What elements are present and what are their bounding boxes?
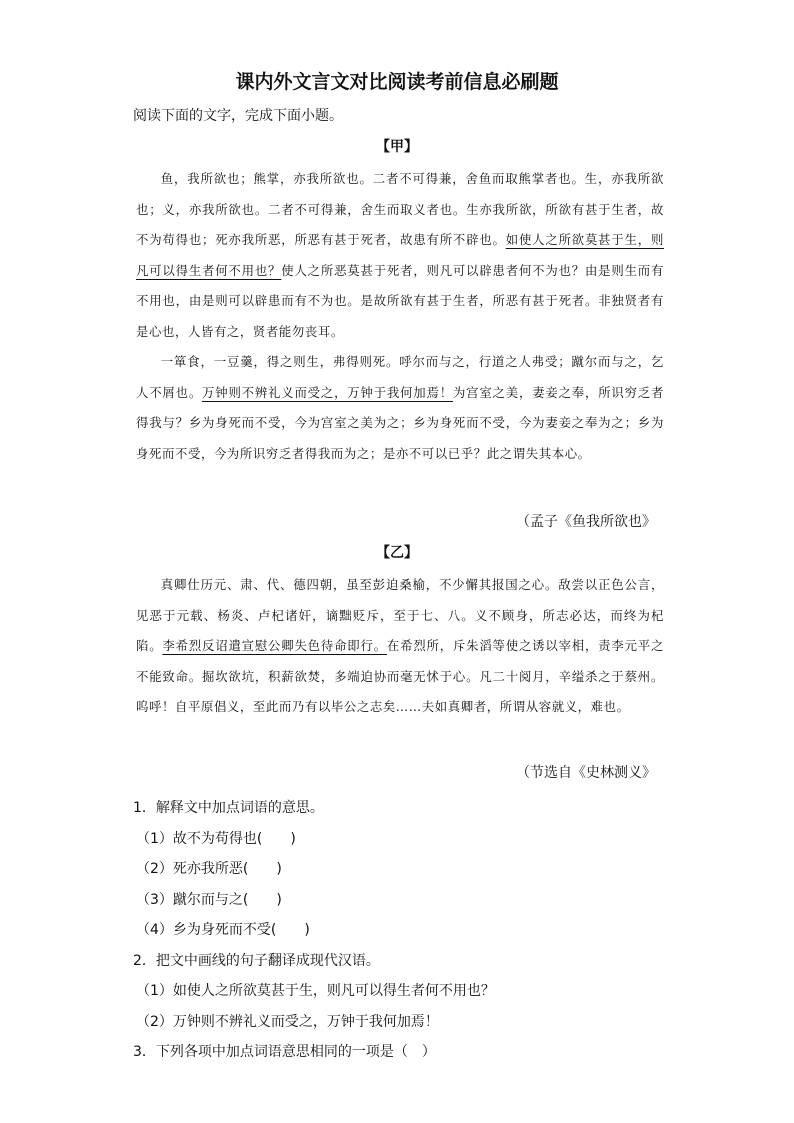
source-jia: （孟子《鱼我所欲也》 (516, 514, 656, 530)
section-heading-jia: 【甲】 (376, 139, 418, 155)
question-1-item-4: （4）乡为身死而不受( ) (136, 922, 310, 938)
section-heading-yi: 【乙】 (376, 545, 418, 561)
passage-jia-p1-text-a: 鱼，我所欲也；熊掌，亦我所欲也。二者不可得兼，舍鱼而取熊掌者也。生，亦我所欲也；义，亦我所欲也。二者不可得兼，舍生而取义者也。生亦我所欲，所欲有甚于生者，故不为苟得也；死亦我所恶，所恶有甚于死者，故患有所不辟也。 (136, 171, 664, 247)
underlined-sentence-yi: 李希烈反诏遣宣慰公卿失色待命即行。 (162, 638, 387, 653)
passage-yi-text-a: 真卿仕历元、肃、代、德四朝，虽至彭迫桑榆，不少懈其报国之心。敌尝以正色公言，见恶于元载、杨炎、卢杞诸奸，谪黜贬斥，至于七、八。义不顾身，所志必达，而终为杞陷。 (136, 577, 664, 653)
questions-block (133, 793, 673, 1068)
passage-jia-p1-text-b: 使人之所恶莫甚于死者，则凡可以辟患者何不为也？由是则生而有不用也，由是则可以辟患而有不为也。是故所欲有甚于生者，所恶有甚于死者。非独贤者有是心也，人皆有之，贤者能勿丧耳。 (136, 262, 664, 339)
underlined-sentence-1: 如使人之所欲莫甚于生，则凡可以得生者何不用也？ (136, 232, 664, 278)
question-3: 3．下列各项中加点词语意思相同的一项是（ ） (133, 1044, 436, 1060)
question-2: 2．把文中画线的句子翻译成现代汉语。 (133, 952, 380, 969)
instruction-text: 阅读下面的文字，完成下面小题。 (133, 108, 343, 124)
passage-jia-paragraph-1 (136, 164, 664, 347)
source-yi: （节选自《史林测义》 (516, 765, 656, 781)
question-1: 1．解释文中加点词语的意思。 (133, 800, 324, 816)
question-2-item-1: （1）如使人之所欲莫甚于生，则凡可以得生者何不用也？ (136, 983, 495, 999)
page-title: 课内外文言文对比阅读考前信息必刷题 (235, 71, 559, 93)
passage-jia (136, 164, 664, 469)
passage-yi (136, 570, 664, 723)
passage-yi-text-b: 在希烈所，斥朱滔等使之诱以宰相，责李元平之不能致命。掘坎欲坑，积薪欲焚，多端迫协而毫无怵于心。凡二十阅月，辛缢杀之于蔡州。呜呼！自平原倡义，至此而乃有以毕公之志矣……夫如真卿者，所谓从容就义，难也。 (136, 638, 664, 714)
passage-jia-p2-text-a: 一箪食，一豆羹，得之则生，弗得则死。呼尔而与之，行道之人弗受；蹴尔而与之，乞人不屑也。 (136, 354, 664, 400)
passage-yi-paragraph (136, 570, 664, 723)
passage-jia-paragraph-2 (136, 347, 664, 469)
question-1-item-3: （3）蹴尔而与之( ) (136, 891, 282, 908)
question-1-item-2: （2）死亦我所恶( ) (136, 861, 282, 877)
question-1-item-1: （1）故不为苟得也( ) (136, 830, 296, 847)
underlined-sentence-2: 万钟则不辨礼义而受之，万钟于我何加焉！ (202, 384, 453, 400)
question-2-item-2: （2）万钟则不辨礼义而受之，万钟于我何加焉！ (136, 1013, 439, 1030)
passage-jia-p2-text-b: 为宫室之美，妻妾之奉，所识穷乏者得我与？乡为身死而不受，今为宫室之美为之；乡为身死而不受，今为妻妾之奉为之；乡为身死而不受，今为所识穷乏者得我而为之；是亦不可以已乎？此之谓失其本心。 (136, 384, 665, 461)
